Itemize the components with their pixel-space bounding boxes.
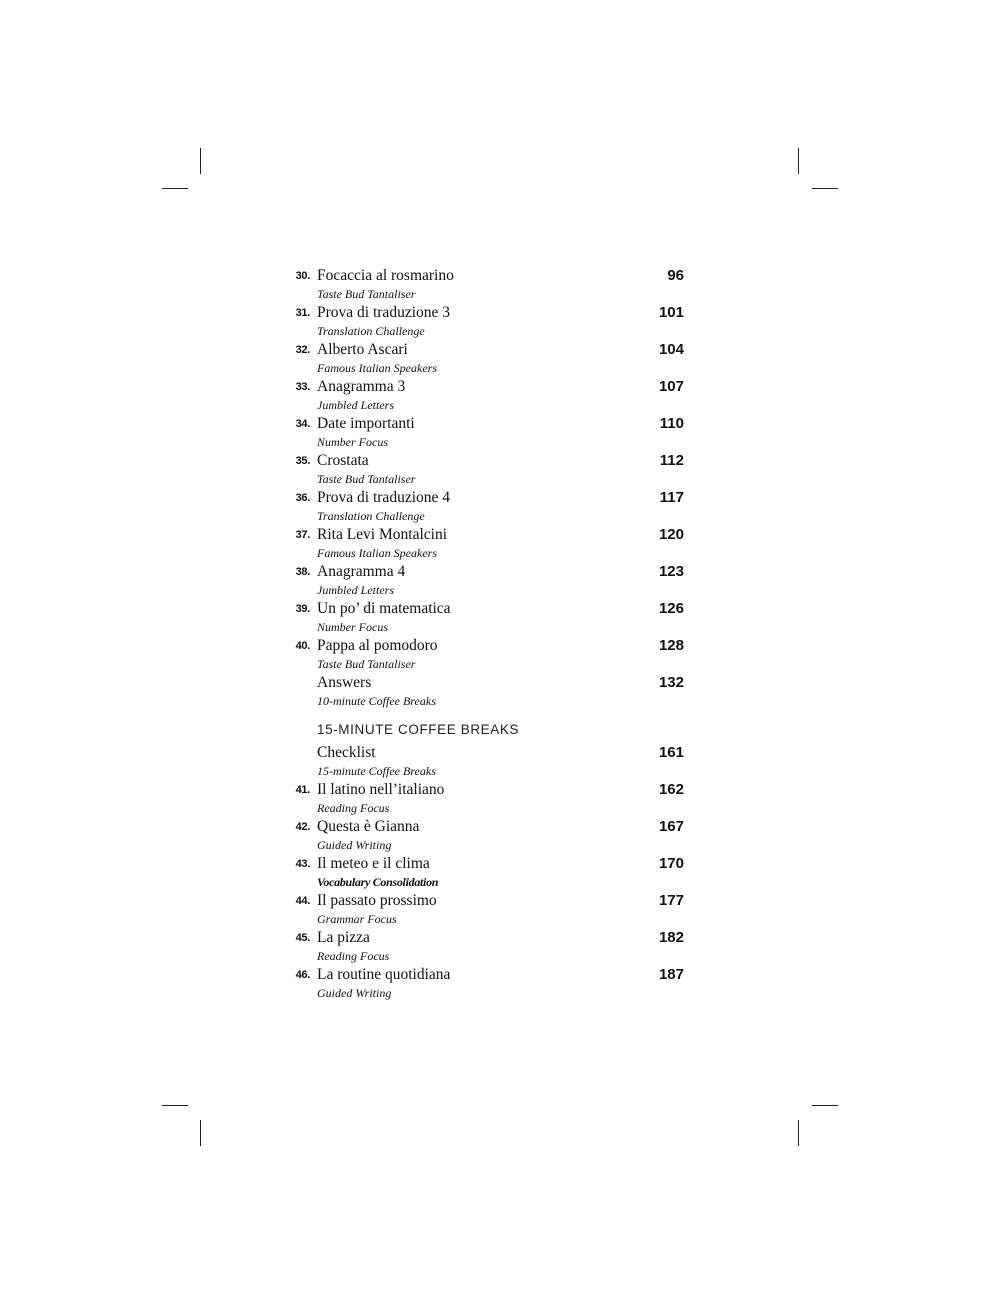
toc-entry[interactable] — [296, 891, 688, 928]
entry-page-number: 182 — [658, 929, 684, 946]
entry-page-number: 104 — [658, 341, 684, 358]
entry-category: Jumbled Letters — [317, 398, 394, 412]
entry-number: 31. — [295, 307, 310, 319]
entry-page-number: 128 — [658, 637, 684, 654]
entry-page-number: 170 — [658, 855, 684, 872]
entry-category: Translation Challenge — [317, 324, 425, 338]
toc-entry[interactable] — [296, 525, 688, 562]
entry-title: Checklist — [317, 744, 376, 761]
entry-title: Focaccia al rosmarino — [317, 267, 454, 284]
entry-category: Number Focus — [317, 435, 388, 449]
entry-number: 38. — [295, 566, 310, 578]
toc-entry[interactable] — [296, 488, 688, 525]
section-heading-text: 15-MINUTE COFFEE BREAKS — [317, 722, 520, 737]
entry-title: Anagramma 3 — [317, 378, 406, 395]
entry-page-number: 112 — [659, 452, 684, 469]
toc-entry[interactable] — [296, 854, 688, 891]
entry-page-number: 120 — [658, 526, 684, 543]
crop-mark-top-right-horizontal — [812, 188, 838, 189]
crop-mark-bottom-right-horizontal — [812, 1105, 838, 1106]
toc-entry[interactable] — [296, 340, 688, 377]
toc-entry[interactable] — [296, 377, 688, 414]
toc-entry[interactable] — [296, 743, 688, 780]
toc-entry[interactable] — [296, 599, 688, 636]
entry-number: 46. — [295, 969, 310, 981]
crop-mark-bottom-left-horizontal — [162, 1105, 188, 1106]
entry-title: Rita Levi Montalcini — [317, 526, 448, 543]
crop-mark-top-right-vertical — [798, 148, 799, 174]
entry-category: Famous Italian Speakers — [317, 546, 437, 560]
entry-page-number: 161 — [658, 744, 684, 761]
entry-title: Il latino nell’italiano — [317, 781, 445, 798]
entry-number: 36. — [295, 492, 310, 504]
toc-entry[interactable] — [296, 817, 688, 854]
entry-number: 44. — [295, 895, 310, 907]
toc-entry[interactable] — [296, 562, 688, 599]
entry-title: La pizza — [317, 929, 370, 946]
entry-page-number: 177 — [658, 892, 684, 909]
entry-category: Famous Italian Speakers — [317, 361, 437, 375]
entry-number: 45. — [295, 932, 310, 944]
crop-mark-top-left-horizontal — [162, 188, 188, 189]
table-of-contents — [296, 266, 688, 1002]
entry-category: Guided Writing — [317, 986, 392, 1000]
entry-number: 41. — [295, 784, 310, 796]
entry-number: 40. — [295, 640, 310, 652]
entry-page-number: 126 — [658, 600, 684, 617]
toc-entry[interactable] — [296, 780, 688, 817]
entry-number: 34. — [295, 418, 310, 430]
toc-entry[interactable] — [296, 414, 688, 451]
entry-page-number: 117 — [659, 489, 684, 506]
entry-page-number: 132 — [658, 674, 684, 691]
toc-entry[interactable] — [296, 451, 688, 488]
entry-page-number: 123 — [658, 563, 684, 580]
entry-title: Crostata — [317, 452, 369, 469]
entry-page-number: 167 — [658, 818, 684, 835]
entry-page-number: 101 — [658, 304, 684, 321]
entry-category: Taste Bud Tantaliser — [317, 287, 416, 301]
entry-title: Questa è Gianna — [317, 818, 420, 835]
toc-entry[interactable] — [296, 965, 688, 1002]
entry-category: Reading Focus — [317, 801, 390, 815]
entry-title: Date importanti — [317, 415, 415, 432]
toc-entry[interactable] — [296, 673, 688, 710]
entry-number: 33. — [295, 381, 310, 393]
entry-category: Taste Bud Tantaliser — [317, 657, 416, 671]
entry-category: Number Focus — [317, 620, 388, 634]
entry-title: Prova di traduzione 3 — [317, 304, 451, 321]
entry-page-number: 187 — [658, 966, 684, 983]
entry-number: 32. — [295, 344, 310, 356]
entry-category: 10-minute Coffee Breaks — [317, 694, 436, 708]
entry-number: 37. — [295, 529, 310, 541]
entry-title: Pappa al pomodoro — [317, 637, 438, 654]
entry-page-number: 107 — [658, 378, 684, 395]
entry-category: Reading Focus — [317, 949, 390, 963]
section-heading — [296, 710, 688, 743]
entry-title: Alberto Ascari — [317, 341, 408, 358]
entry-category: 15-minute Coffee Breaks — [317, 764, 436, 778]
entry-page-number: 110 — [659, 415, 684, 432]
entry-category: Translation Challenge — [317, 509, 425, 523]
toc-entry[interactable] — [296, 928, 688, 965]
crop-mark-bottom-left-vertical — [200, 1120, 201, 1146]
entry-category: Guided Writing — [317, 838, 392, 852]
entry-category: Vocabulary Consolidation — [317, 875, 439, 889]
entry-title: Un po’ di matematica — [317, 600, 451, 617]
entry-title: Prova di traduzione 4 — [317, 489, 451, 506]
crop-mark-bottom-right-vertical — [798, 1120, 799, 1146]
entry-category: Jumbled Letters — [317, 583, 394, 597]
entry-number: 39. — [295, 603, 310, 615]
entry-title: Anagramma 4 — [317, 563, 406, 580]
entry-title: Il meteo e il clima — [317, 855, 430, 872]
toc-entry[interactable] — [296, 636, 688, 673]
entry-number: 42. — [295, 821, 310, 833]
entry-page-number: 96 — [667, 267, 684, 284]
entry-title: Il passato prossimo — [317, 892, 437, 909]
toc-entry[interactable] — [296, 303, 688, 340]
entry-number: 30. — [295, 270, 310, 282]
entry-title: Answers — [317, 674, 372, 691]
toc-entry[interactable] — [296, 266, 688, 303]
crop-mark-top-left-vertical — [200, 148, 201, 174]
entry-number: 43. — [295, 858, 310, 870]
entry-category: Grammar Focus — [317, 912, 397, 926]
entry-number: 35. — [295, 455, 310, 467]
entry-title: La routine quotidiana — [317, 966, 451, 983]
entry-page-number: 162 — [658, 781, 684, 798]
entry-category: Taste Bud Tantaliser — [317, 472, 416, 486]
